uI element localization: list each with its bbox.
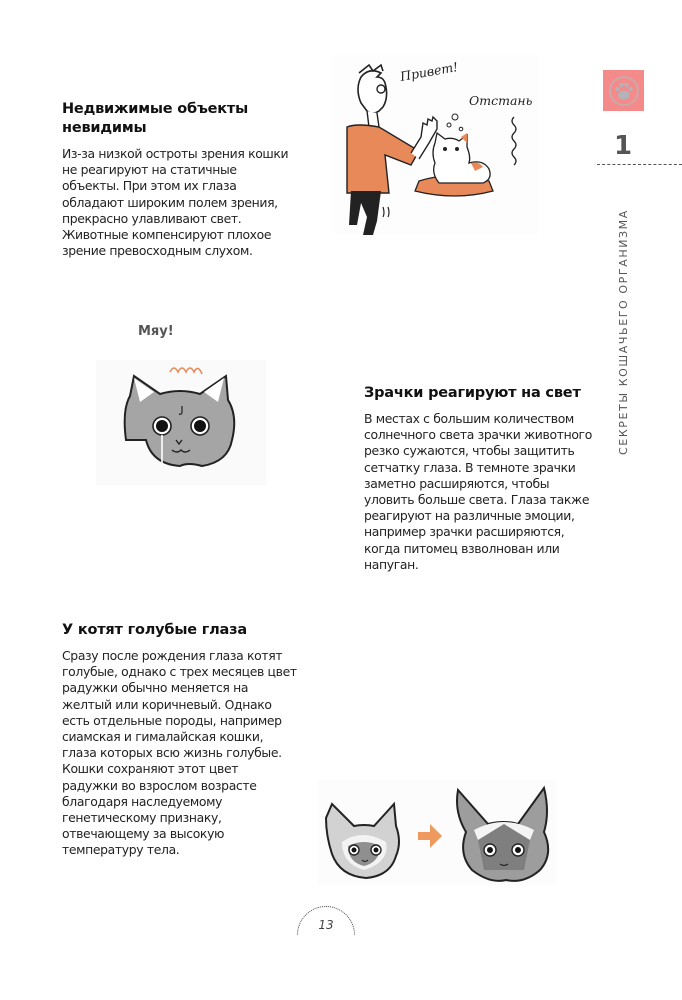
man-and-cat-drawing — [333, 55, 538, 235]
chapter-title: СЕКРЕТЫ КОШАЧЬЕГО ОРГАНИЗМА — [617, 209, 630, 455]
chapter-number: 1 — [614, 131, 633, 161]
page-number-marker — [297, 906, 355, 936]
section-body: В местах с большим количеством солнечного света зрачки животного резко сужаются, чтобы защитить сетчатку глаза. В темноте зрачки заметно расширяются, чтобы уловить больше света. Глаза также реагируют на различные эмоции, например зрачки расширяются, когда питомец взволнован или напуган. — [364, 411, 592, 572]
dotted-arc-decoration — [297, 906, 355, 964]
section-heading: Недвижимые объекты невидимы — [62, 101, 249, 136]
section-body: Из-за низкой остроты зрения кошки не реагируют на статичные объекты. При этом их глаза обладают широким полем зрения, прекрасно улавливают свет. Животные компенсируют плохое зрение превосходным слухом. — [62, 146, 289, 259]
meow-speech-label: Мяу! — [138, 324, 174, 339]
chapter-badge — [603, 70, 644, 111]
section-heading: У котят голубые глаза — [62, 622, 247, 638]
siamese-color-change-illustration — [318, 780, 556, 885]
arrow-right-icon — [418, 824, 442, 848]
section-pupils — [364, 384, 594, 573]
meow-cat-illustration — [96, 320, 266, 485]
section-kittens — [62, 621, 297, 859]
page-number: 13 — [318, 918, 334, 932]
chapter-divider — [597, 164, 682, 165]
siamese-kitten-to-adult-drawing — [318, 780, 556, 885]
section-heading: Зрачки реагируют на свет — [364, 385, 581, 401]
section-static-objects — [62, 100, 292, 259]
greeting-illustration — [333, 55, 538, 235]
grey-cat-face-icon — [96, 350, 266, 485]
paw-icon — [607, 74, 641, 108]
svg-text:Отстань: Отстань — [469, 93, 533, 108]
svg-text:Привет!: Привет! — [398, 59, 460, 84]
section-body: Сразу после рождения глаза котят голубые, однако с трех месяцев цвет радужки обычно меняется на желтый или коричневый. Однако есть отдельные породы, например сиамская и гималайская кошки, глаза которых всю жизнь голубые. Кошки сохраняют этот цвет радужки во взрослом возрасте благодаря наследуемому генетическому признаку, отвечающему за высокую температуру тела. — [62, 648, 297, 858]
